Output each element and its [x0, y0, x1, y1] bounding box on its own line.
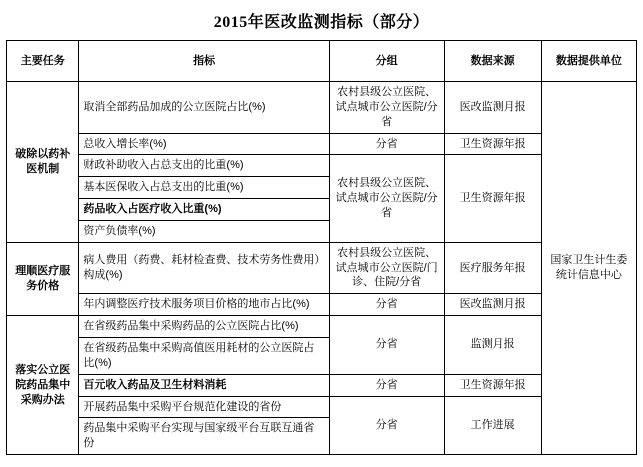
column-header-indicator: 指标 — [79, 41, 329, 82]
indicator-cell: 病人费用（药费、耗材检查费、技术劳务性费用）构成(%) — [79, 242, 329, 294]
source-cell: 卫生资源年报 — [444, 133, 541, 155]
indicator-cell: 在省级药品集中采购高值医用耗材的公立医院占比(%) — [79, 337, 329, 374]
page-title: 2015年医改监测指标（部分） — [213, 14, 430, 31]
source-cell: 工作进展 — [444, 396, 541, 455]
indicator-cell: 在省级药品集中采购药品的公立医院占比(%) — [79, 316, 329, 338]
group-cell: 农村县级公立医院、试点城市公立医院/分省 — [329, 155, 444, 242]
column-header-provider: 数据提供单位 — [541, 41, 636, 82]
task-cell-2: 理顺医疗服务价格 — [7, 242, 79, 315]
provider-cell: 国家卫生计生委统计信息中心 — [541, 82, 636, 455]
task-cell-3: 落实公立医院药品集中采购办法 — [7, 316, 79, 455]
indicator-cell: 药品收入占医疗收入比重(%) — [79, 199, 329, 221]
group-cell: 分省 — [329, 133, 444, 155]
column-header-group: 分组 — [329, 41, 444, 82]
indicator-cell: 资产负债率(%) — [79, 220, 329, 242]
group-cell: 分省 — [329, 294, 444, 316]
group-cell: 分省 — [329, 396, 444, 455]
header-row — [7, 41, 637, 82]
group-cell: 分省 — [329, 316, 444, 375]
indicator-cell: 总收入增长率(%) — [79, 133, 329, 155]
table-row — [7, 82, 637, 134]
table-body — [7, 82, 637, 455]
indicator-cell: 基本医保收入占总支出的比重(%) — [79, 177, 329, 199]
column-header-task: 主要任务 — [7, 41, 79, 82]
group-cell: 分省 — [329, 374, 444, 396]
source-cell: 医疗服务年报 — [444, 242, 541, 294]
group-cell: 农村县级公立医院、试点城市公立医院/门诊、住院/分省 — [329, 242, 444, 294]
indicator-cell: 开展药品集中采购平台规范化建设的省份 — [79, 396, 329, 418]
source-cell: 监测月报 — [444, 316, 541, 375]
indicator-cell: 取消全部药品加成的公立医院占比(%) — [79, 82, 329, 134]
indicator-cell: 药品集中采购平台实现与国家级平台互联互通省份 — [79, 418, 329, 455]
indicator-cell: 财政补助收入占总支出的比重(%) — [79, 155, 329, 177]
task-cell-1: 破除以药补医机制 — [7, 82, 79, 243]
indicator-cell: 年内调整医疗技术服务项目价格的地市占比(%) — [79, 294, 329, 316]
source-cell: 卫生资源年报 — [444, 155, 541, 242]
group-cell: 农村县级公立医院、试点城市公立医院/分省 — [329, 82, 444, 134]
source-cell: 医改监测月报 — [444, 82, 541, 134]
column-header-source: 数据来源 — [444, 41, 541, 82]
indicators-table — [6, 40, 637, 455]
indicator-cell: 百元收入药品及卫生材料消耗 — [79, 374, 329, 396]
source-cell: 医改监测月报 — [444, 294, 541, 316]
source-cell: 卫生资源年报 — [444, 374, 541, 396]
table-header — [7, 41, 637, 82]
